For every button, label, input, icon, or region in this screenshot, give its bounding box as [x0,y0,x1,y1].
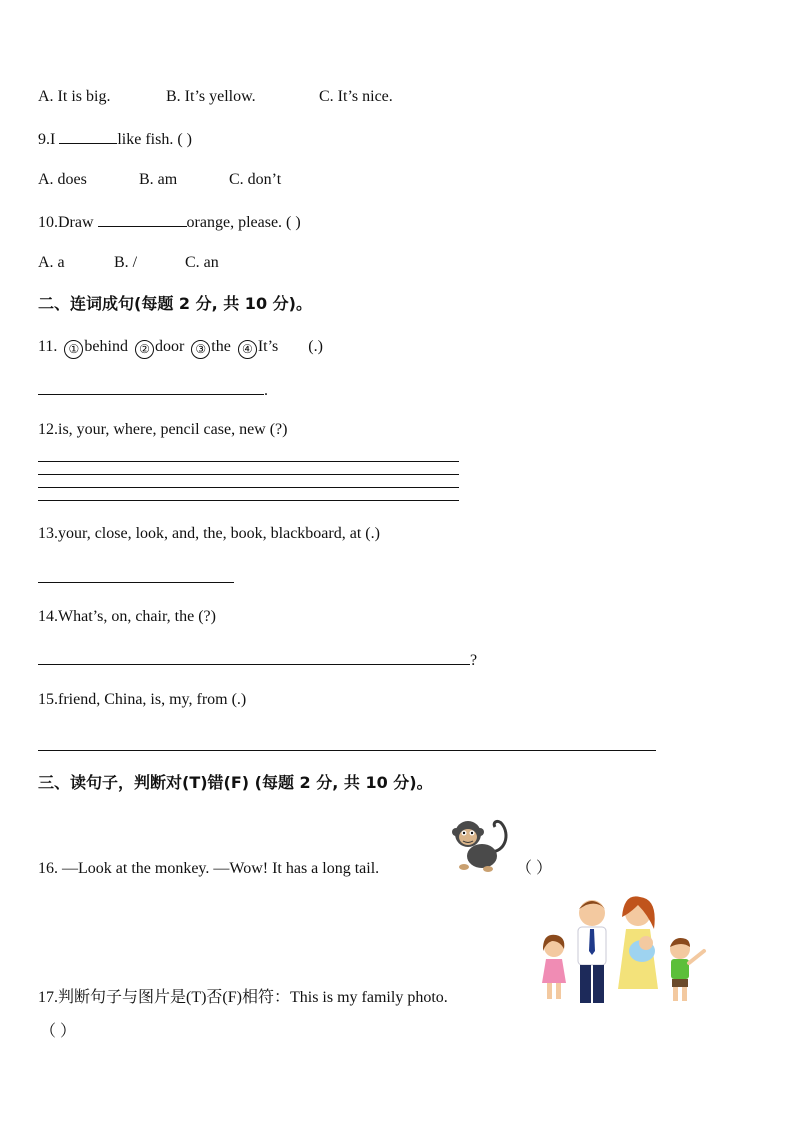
q12-answer-rule-2[interactable] [38,474,459,475]
q11-answer-line [38,380,268,401]
q16-text: 16. —Look at the monkey. —Wow! It has a long tail. [38,860,380,877]
q8-option-c: C. It’s nice. [319,88,393,105]
q11-question [38,337,323,359]
q9-option-a: A. does [38,171,87,188]
q16-question [38,859,379,879]
monkey-image [448,812,514,878]
q10-options [38,253,219,273]
q17-text: 17.判断句子与图片是(T)否(F)相符：This is my family photo. [38,989,448,1006]
q9-prefix: 9.I [38,131,60,148]
q17-question [38,988,448,1008]
q11-mark-4: ④ [238,340,257,359]
q14-answer-line [38,650,477,671]
q13-answer-rule[interactable] [38,582,234,583]
q14-answer-end: ? [470,652,478,669]
q11-word-3: the [211,338,231,355]
q14-question: 14.What’s, on, chair, the (?) [38,608,216,625]
q12-answer-rule-1[interactable] [38,461,459,462]
q8-option-b: B. It’s yellow. [166,88,256,105]
q13-question: 13.your, close, look, and, the, book, blackboard, at (.) [38,525,380,542]
q10-option-c: C. an [185,254,219,271]
q9-option-b: B. am [139,171,178,188]
q9-answer-blank[interactable] [59,129,117,144]
section-3-heading: 三、读句子，判断对(T)错(F) (每题 2 分, 共 10 分)。 [38,773,433,792]
q9-option-c: C. don’t [229,171,282,188]
q9-suffix: like fish. ( ) [117,131,192,148]
q8-option-a: A. It is big. [38,88,111,105]
q14-answer-blank[interactable] [38,650,470,665]
q16-answer-paren[interactable]: （ ） [516,860,553,877]
q8-options [38,87,393,107]
q10-prefix: 10.Draw [38,214,98,231]
q10-question [38,212,301,233]
q10-suffix: orange, please. ( ) [186,214,301,231]
section-2-heading: 二、连词成句(每题 2 分, 共 10 分)。 [38,294,312,313]
q17-answer-paren[interactable]: （ ） [40,1023,77,1040]
q9-question [38,129,192,150]
q12-question: 12.is, your, where, pencil case, new (?) [38,421,288,438]
q9-options [38,170,281,190]
q11-answer-end: . [264,382,268,399]
q15-answer-rule[interactable] [38,750,656,751]
q10-option-b: B. / [114,254,138,271]
q10-option-a: A. a [38,254,65,271]
q11-word-4: It’s [257,338,279,355]
family-image [534,893,712,1005]
q12-answer-rule-3[interactable] [38,487,459,488]
q15-question: 15.friend, China, is, my, from (.) [38,691,247,708]
q11-mark-1: ① [64,340,83,359]
q12-answer-rule-4[interactable] [38,500,459,501]
q11-word-2: door [154,338,185,355]
q11-mark-3: ③ [191,340,210,359]
q10-answer-blank[interactable] [98,212,187,227]
q11-answer-blank[interactable] [38,380,264,395]
q11-punctuation: (.) [308,338,323,355]
q11-number: 11. [38,338,58,355]
q11-mark-2: ② [135,340,154,359]
q11-word-1: behind [84,338,128,355]
